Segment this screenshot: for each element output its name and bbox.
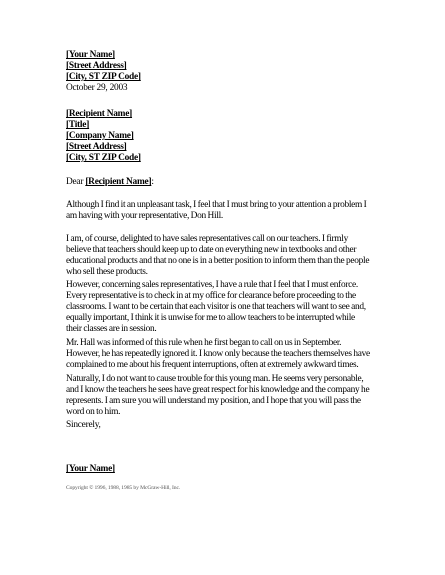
paragraph-line: and I know the teachers he sees have great respect for his knowledge and the company he <box>66 385 370 395</box>
salutation-prefix: Dear <box>66 177 86 187</box>
paragraph-line: classrooms. I want to be certain that each visitor is one that teachers will want to see and, <box>66 302 366 312</box>
paragraph-line: their classes are in session. <box>66 324 157 334</box>
paragraph-line: educational products and that no one is in a better position to inform them than the people <box>66 256 370 266</box>
paragraph-line: However, concerning sales representatives, I have a rule that I feel that I must enforce. <box>66 280 358 290</box>
body-paragraph-3 <box>66 280 392 335</box>
body-paragraph-4 <box>66 338 392 371</box>
paragraph-line: word on to him. <box>66 407 121 417</box>
paragraph-line: Although I find it an unpleasant task, I feel that I must bring to your attention a problem I <box>66 200 367 210</box>
paragraph-line: represents. I am sure you will understand my position, and I hope that you will pass the <box>66 396 361 406</box>
body-paragraph-1 <box>66 200 392 222</box>
sender-name-field[interactable]: [Your Name] <box>66 50 115 60</box>
signature-block <box>66 464 386 475</box>
paragraph-line: Mr. Hall was informed of this rule when he first began to call on us in September. <box>66 338 342 348</box>
recipient-name-field[interactable]: [Recipient Name] <box>66 109 133 119</box>
paragraph-line: Every representative is to check in at my office for clearance before proceeding to the <box>66 291 356 301</box>
recipient-company-field[interactable]: [Company Name] <box>66 131 134 141</box>
paragraph-line: equally important, I think it is unwise for me to allow teachers to be interrupted while <box>66 313 355 323</box>
letter-date: October 29, 2003 <box>66 83 128 93</box>
salutation-suffix: : <box>151 177 154 187</box>
copyright-notice: Copyright © 1996, 1988, 1985 by McGraw-Hill, Inc. <box>66 485 181 491</box>
closing-text: Sincerely, <box>66 420 101 430</box>
paragraph-line: Naturally, I do not want to cause trouble for this young man. He seems very personable, <box>66 374 364 384</box>
paragraph-line: However, he has repeatedly ignored it. I know only because the teachers themselves have <box>66 349 370 359</box>
recipient-title-field[interactable]: [Title] <box>66 120 90 130</box>
sender-city-field[interactable]: [City, ST ZIP Code] <box>66 72 141 82</box>
recipient-city-field[interactable]: [City, ST ZIP Code] <box>66 153 141 163</box>
paragraph-line: who sell these products. <box>66 267 148 277</box>
closing <box>66 420 386 431</box>
sender-address-block <box>66 50 386 94</box>
recipient-address-block <box>66 109 386 164</box>
paragraph-line: am having with your representative, Don Hill. <box>66 211 223 221</box>
salutation-recipient-field[interactable]: [Recipient Name] <box>85 177 152 187</box>
paragraph-line: believe that teachers should keep up to date on everything new in textbooks and other <box>66 245 357 255</box>
paragraph-line: complained to me about his frequent interruptions, often at extremely awkward times. <box>66 360 359 370</box>
body-paragraph-5 <box>66 374 392 418</box>
signature-name-field[interactable]: [Your Name] <box>66 464 115 474</box>
sender-street-field[interactable]: [Street Address] <box>66 61 127 71</box>
body-paragraph-2 <box>66 234 392 278</box>
salutation <box>66 177 386 188</box>
recipient-street-field[interactable]: [Street Address] <box>66 142 127 152</box>
paragraph-line: I am, of course, delighted to have sales representatives call on our teachers. I firmly <box>66 234 348 244</box>
